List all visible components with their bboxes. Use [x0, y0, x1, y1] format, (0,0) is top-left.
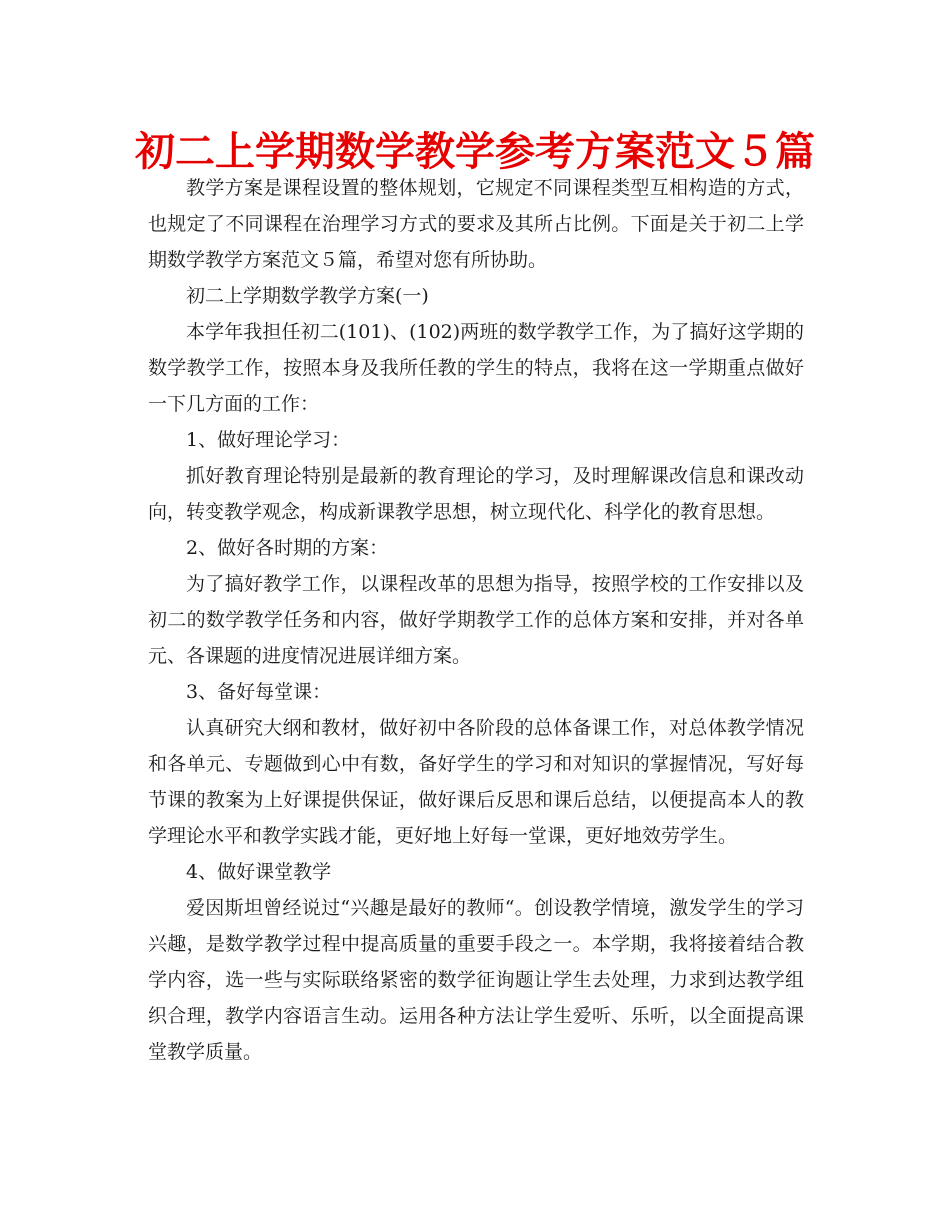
paragraph: 为了搞好教学工作，以课程改革的思想为指导，按照学校的工作安排以及初二的数学教学任务和内容，做好学期教学工作的总体方案和安排，并对各单元、各课题的进度情况进展详细方案。 [148, 573, 804, 667]
paragraph: 本学年我担任初二(101)、(102)两班的数学教学工作，为了搞好这学期的数学教学工作，按照本身及我所任教的学生的特点，我将在这一学期重点做好一下几方面的工作： [148, 321, 804, 415]
section-heading: 初二上学期数学教学方案(一) [186, 285, 429, 307]
item-heading: 1、做好理论学习： [186, 429, 351, 451]
intro-paragraph: 教学方案是课程设置的整体规划，它规定不同课程类型互相构造的方式，也规定了不同课程在治理学习方式的要求及其所占比例。下面是关于初二上学期数学教学方案范文５篇，希望对您有所协助。 [148, 177, 804, 271]
item-heading: 4、做好课堂教学 [186, 861, 332, 883]
paragraph: 爱因斯坦曾经说过“兴趣是最好的教师“。创设教学情境，激发学生的学习兴趣，是数学教学过程中提高质量的重要手段之一。本学期，我将接着结合教学内容，选一些与实际联络紧密的数学征询题让学生去处理，力求到达教学组织合理，教学内容语言生动。运用各种方法让学生爱听、乐听，以全面提高课堂教学质量。 [148, 897, 804, 1063]
paragraph: 抓好教育理论特别是最新的教育理论的学习，及时理解课改信息和课改动向，转变教学观念，构成新课教学思想，树立现代化、科学化的教育思想。 [148, 465, 804, 523]
paragraph: 认真研究大纲和教材，做好初中各阶段的总体备课工作，对总体教学情况和各单元、专题做到心中有数，备好学生的学习和对知识的掌握情况，写好每节课的教案为上好课提供保证，做好课后反思和课后总结，以便提高本人的教学理论水平和教学实践才能，更好地上好每一堂课，更好地效劳学生。 [148, 717, 804, 847]
item-heading: 3、备好每堂课： [186, 681, 332, 703]
document-body [148, 170, 804, 1070]
document-title: 初二上学期数学教学参考方案范文５篇 [135, 129, 815, 175]
item-heading: 2、做好各时期的方案： [186, 537, 389, 559]
